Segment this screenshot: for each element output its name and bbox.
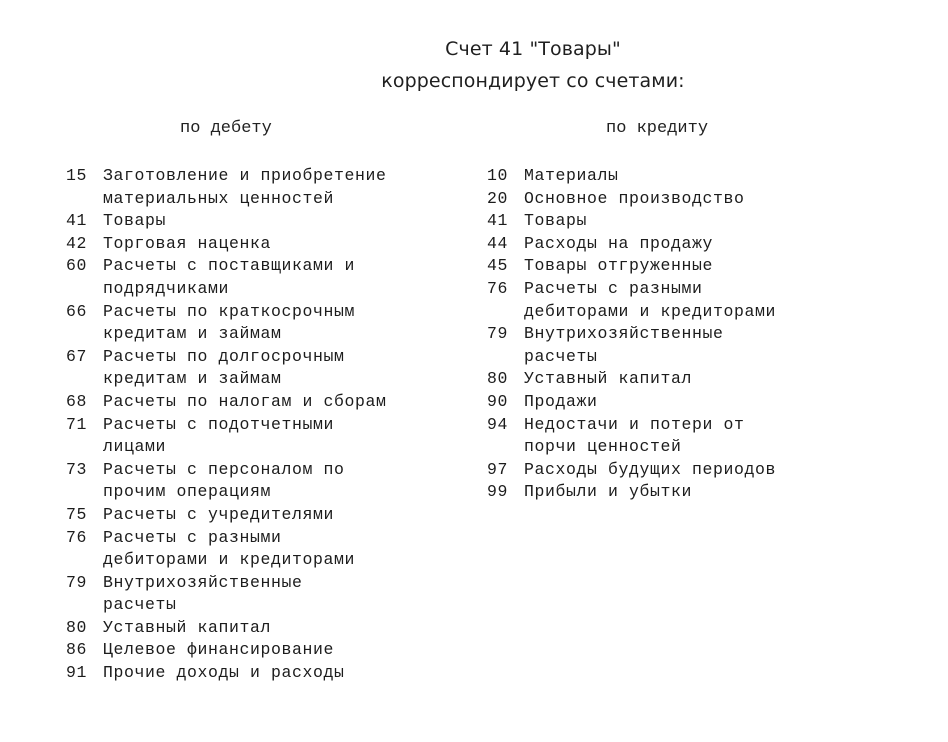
account-name: Заготовление и приобретение материальных ценностей	[103, 166, 387, 208]
debit-entry	[66, 527, 387, 572]
debit-entry	[66, 617, 387, 640]
account-name: Расчеты по краткосрочным кредитам и займам	[103, 301, 356, 344]
account-code: 79	[66, 572, 88, 592]
debit-entry	[66, 233, 387, 256]
credit-entry	[487, 233, 776, 256]
account-name: Расчеты по налогам и сборам	[103, 391, 387, 411]
account-code: 42	[66, 233, 88, 253]
account-name: Расчеты с подотчетными лицами	[103, 414, 335, 457]
account-code: 76	[66, 527, 88, 547]
account-name: Прибыли и убытки	[524, 482, 693, 502]
account-name: Расчеты с разными дебиторами и кредиторами	[524, 278, 777, 321]
debit-account-list	[66, 165, 387, 685]
credit-entry	[487, 414, 776, 459]
account-name: Уставный капитал	[524, 369, 693, 389]
debit-entry	[66, 255, 387, 300]
account-name: Недостачи и потери от порчи ценностей	[524, 414, 745, 457]
account-name: Продажи	[524, 391, 598, 411]
debit-entry	[66, 301, 387, 346]
account-code: 86	[66, 640, 88, 660]
account-name: Расходы на продажу	[524, 233, 714, 253]
account-name: Материалы	[524, 166, 619, 185]
account-code: 44	[487, 233, 509, 253]
account-name: Расходы будущих периодов	[524, 459, 777, 479]
debit-entry	[66, 504, 387, 527]
account-code: 45	[487, 256, 509, 276]
debit-entry	[66, 165, 387, 210]
account-code: 80	[66, 617, 88, 637]
credit-entry	[487, 323, 776, 368]
document-title: Счет 41 "Товары"	[445, 38, 621, 60]
debit-entry	[66, 210, 387, 233]
account-name: Расчеты с разными дебиторами и кредиторами	[103, 527, 356, 570]
account-name: Прочие доходы и расходы	[103, 663, 345, 683]
account-code: 97	[487, 459, 509, 479]
credit-entry	[487, 481, 776, 504]
credit-entry	[487, 255, 776, 278]
account-code: 80	[487, 369, 509, 389]
account-code: 91	[66, 663, 88, 683]
document-subtitle: корреспондирует со счетами:	[381, 70, 685, 92]
account-name: Внутрихозяйственные расчеты	[103, 572, 303, 615]
account-code: 73	[66, 459, 88, 479]
account-code: 68	[66, 391, 88, 411]
debit-entry	[66, 662, 387, 685]
account-name: Внутрихозяйственные расчеты	[524, 324, 724, 366]
account-code: 67	[66, 346, 88, 366]
account-code: 75	[66, 504, 88, 524]
account-name: Товары	[524, 211, 588, 231]
account-code: 66	[66, 301, 88, 321]
account-code: 71	[66, 414, 88, 434]
debit-heading: по дебету	[180, 119, 272, 138]
account-code: 41	[66, 211, 88, 231]
account-name: Расчеты с учредителями	[103, 504, 335, 524]
credit-entry	[487, 210, 776, 233]
credit-entry	[487, 391, 776, 414]
account-code: 99	[487, 482, 509, 502]
account-name: Расчеты с поставщиками и подрядчиками	[103, 256, 356, 298]
account-name: Уставный капитал	[103, 617, 272, 637]
account-name: Товары отгруженные	[524, 256, 714, 276]
credit-entry	[487, 188, 776, 211]
credit-entry	[487, 459, 776, 482]
account-name: Товары	[103, 211, 167, 231]
account-code: 15	[66, 166, 88, 185]
credit-heading: по кредиту	[606, 119, 709, 138]
debit-entry	[66, 572, 387, 617]
account-name: Целевое финансирование	[103, 640, 335, 660]
account-code: 76	[487, 278, 509, 298]
credit-entry	[487, 278, 776, 323]
account-name: Расчеты по долгосрочным кредитам и займам	[103, 346, 345, 389]
debit-entry	[66, 391, 387, 414]
account-name: Торговая наценка	[103, 233, 272, 253]
credit-entry	[487, 165, 776, 188]
account-code: 41	[487, 211, 509, 231]
account-code: 10	[487, 166, 509, 185]
account-name: Основное производство	[524, 188, 745, 208]
account-code: 94	[487, 414, 509, 434]
debit-entry	[66, 414, 387, 459]
credit-entry	[487, 368, 776, 391]
account-name: Расчеты с персоналом по прочим операциям	[103, 459, 345, 502]
debit-entry	[66, 346, 387, 391]
account-code: 20	[487, 188, 509, 208]
credit-account-list	[487, 165, 776, 504]
account-code: 79	[487, 324, 509, 344]
account-code: 60	[66, 256, 88, 276]
account-code: 90	[487, 391, 509, 411]
debit-entry	[66, 639, 387, 662]
debit-entry	[66, 459, 387, 504]
